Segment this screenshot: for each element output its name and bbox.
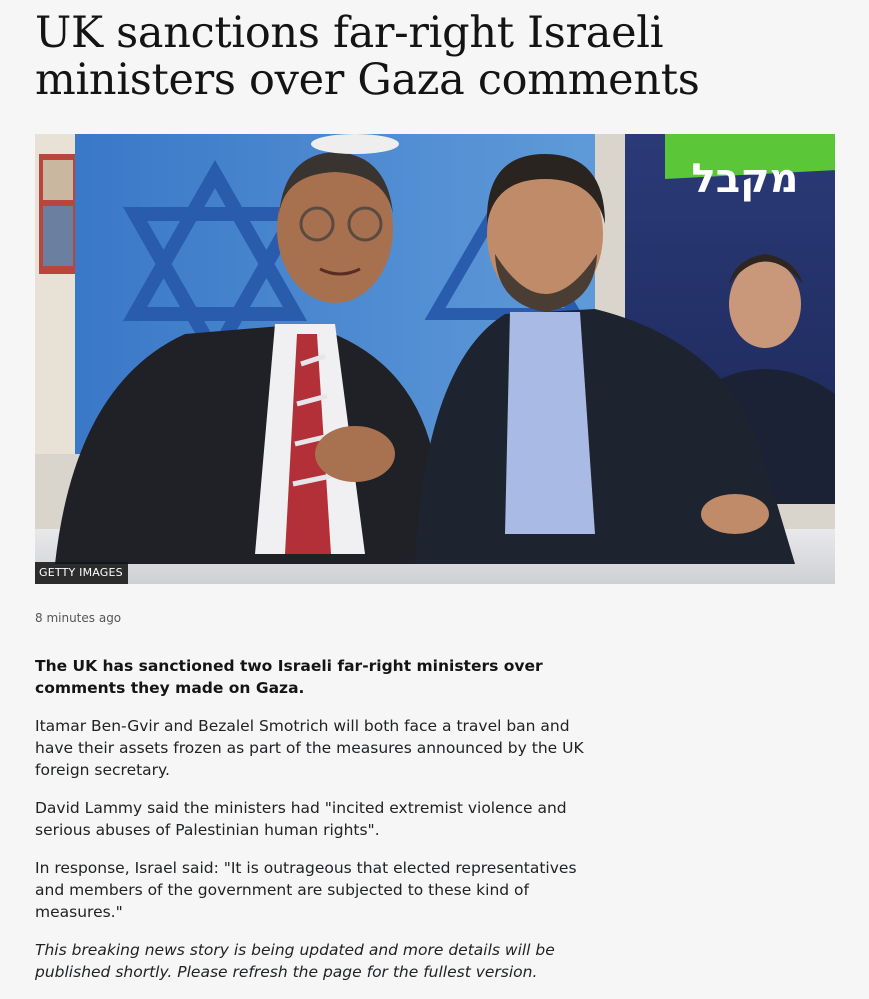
image-credit: GETTY IMAGES bbox=[35, 562, 128, 584]
article-photo bbox=[35, 134, 835, 584]
article-headline: UK sanctions far-right Israeli ministers over Gaza comments bbox=[35, 8, 700, 105]
breaking-news-note: This breaking news story is being updated and more details will be published shortly. Please refresh the page for the fullest version. bbox=[35, 941, 555, 981]
paragraph: In response, Israel said: "It is outrageous that elected representatives and members of the government are subjected to these kind of measures." bbox=[35, 859, 577, 921]
paragraph: Itamar Ben-Gvir and Bezalel Smotrich will both face a travel ban and have their assets frozen as part of the measures announced by the UK foreign secretary. bbox=[35, 717, 584, 779]
article-body bbox=[35, 655, 600, 999]
paragraph: David Lammy said the ministers had "incited extremist violence and serious abuses of Palestinian human rights". bbox=[35, 799, 567, 839]
timestamp: 8 minutes ago bbox=[35, 611, 122, 625]
lead-paragraph: The UK has sanctioned two Israeli far-right ministers over comments they made on Gaza. bbox=[35, 657, 543, 697]
poster-text-top: מקבל bbox=[691, 156, 799, 202]
photo-illustration bbox=[35, 134, 835, 584]
